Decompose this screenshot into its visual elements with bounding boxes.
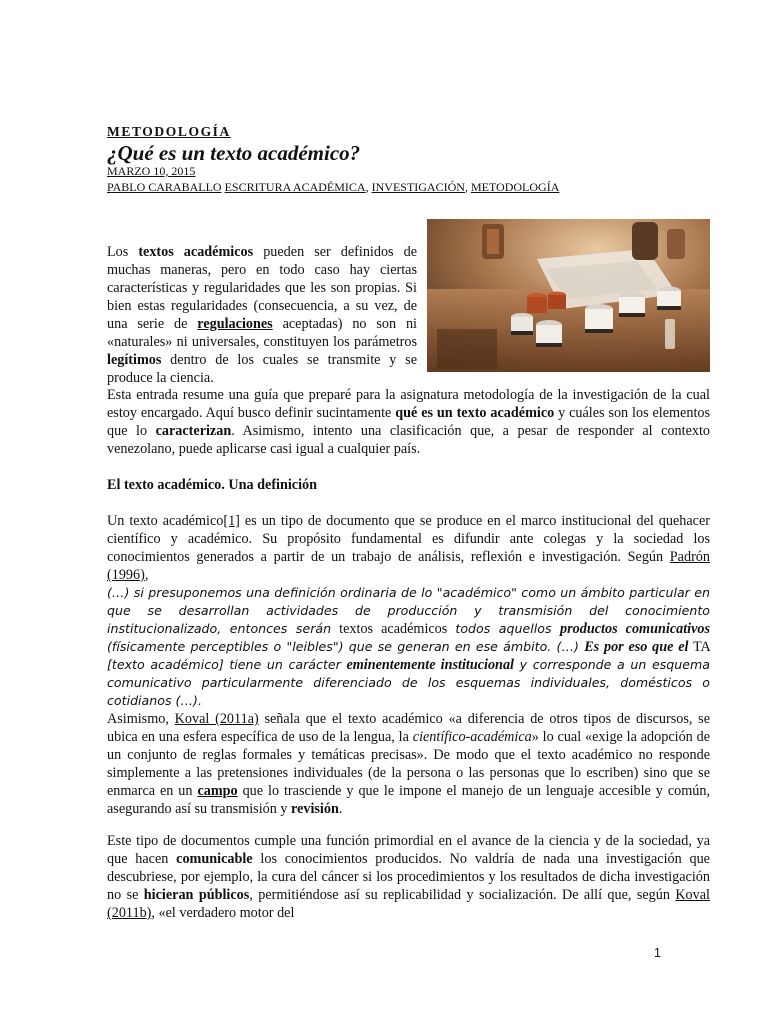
post-title: ¿Qué es un texto académico? xyxy=(107,141,361,165)
author-link[interactable]: PABLO CARABALLO xyxy=(107,180,222,194)
link-regulaciones[interactable]: regulaciones xyxy=(197,316,273,332)
page-number: 1 xyxy=(654,946,661,960)
block-quote: (…) si presuponemos una definición ordinaria de lo "académico" como un ámbito particular en que se desarrollan actividades de producción y transmisión del conocimiento institucionalizado, entonces serán textos académicos todos aquellos productos comunicativos (físicamente perceptibles o "leibles") que se generan en ese ámbito. (…) Es por eso que el TA [texto académico] tiene un carácter eminentemente institucional y corresponde a un esquema comunicativo particularmente diferenciado de los esquemas individuales, domésticos o cotidianos (…). xyxy=(107,585,711,708)
post-byline: PABLO CARABALLO ESCRITURA ACADÉMICA, INVESTIGACIÓN, METODOLOGÍA xyxy=(107,180,560,194)
coffee-cups-photo xyxy=(427,219,710,372)
paragraph-purpose: Esta entrada resume una guía que preparé para la asignatura metodología de la investigación de la cual estoy encargado. Aquí busco definir sucintamente qué es un texto académico y cuáles son los elementos que lo caracterizan. Asimismo, intento una clasificación que, a pesar de responder al contexto venezolano, puede aplicarse casi igual a cualquier país. xyxy=(107,387,711,457)
footnote-link[interactable]: [1] xyxy=(223,513,240,529)
paragraph-intro: Los textos académicos pueden ser definidos de muchas maneras, pero en todo caso hay ciertas características y regularidades que les son propias. Si bien estas regularidades (consecuencia, a su vez, de una serie de regulaciones aceptadas) no son ni «naturales» ni universales, constituyen los parámetros legítimos dentro de los cuales se transmite y se produce la ciencia. xyxy=(107,244,417,386)
paragraph-definition: Un texto académico[1] es un tipo de documento que se produce en el marco institucional del quehacer científico y académico. Su propósito fundamental es difundir ante colegas y la sociedad los conocimientos generados a partir de un trabajo de análisis, reflexión e investigación. Según Padrón (1996), xyxy=(107,513,711,583)
link-koval-2011b[interactable]: Koval (2011b) xyxy=(107,887,710,921)
tag-link-metodologia[interactable]: METODOLOGÍA xyxy=(470,180,560,194)
post-category-link[interactable]: METODOLOGÍA xyxy=(107,124,231,139)
link-campo[interactable]: campo xyxy=(197,783,238,799)
tag-link-escritura[interactable]: ESCRITURA ACADÉMICA xyxy=(224,180,366,194)
link-koval-2011a[interactable]: Koval (2011a) xyxy=(174,711,259,727)
tag-link-investigacion[interactable]: INVESTIGACIÓN xyxy=(371,180,465,194)
paragraph-koval: Asimismo, Koval (2011a) señala que el texto académico «a diferencia de otros tipos de discursos, se ubica en una esfera específica de uso de la lengua, la científico-académica» lo cual «exige la adopción de un conjunto de reglas formales y temáticas precisas». De modo que el texto académico no responde simplemente a las pretensiones individuales (de la persona o las personas que lo escriben) sino que se enmarca en un campo que lo trasciende y que le impone el manejo de un lenguaje accesible y común, asegurando así su transmisión y revisión. xyxy=(107,711,710,817)
section-heading: El texto académico. Una definición xyxy=(107,477,318,493)
link-padron[interactable]: Padrón (1996) xyxy=(107,549,710,583)
post-date[interactable]: MARZO 10, 2015 xyxy=(107,164,196,178)
paragraph-function: Este tipo de documentos cumple una función primordial en el avance de la ciencia y de la sociedad, ya que hacen comunicable los conocimientos producidos. No valdría de nada una investigación que descubriese, por ejemplo, la cura del cáncer si los procedimientos y los resultados de dicha investigación no se hicieran públicos, permitiéndose así su replicabilidad y socialización. De allí que, según Koval (2011b), «el verdadero motor del xyxy=(107,833,710,921)
photo-illustration xyxy=(427,219,710,372)
